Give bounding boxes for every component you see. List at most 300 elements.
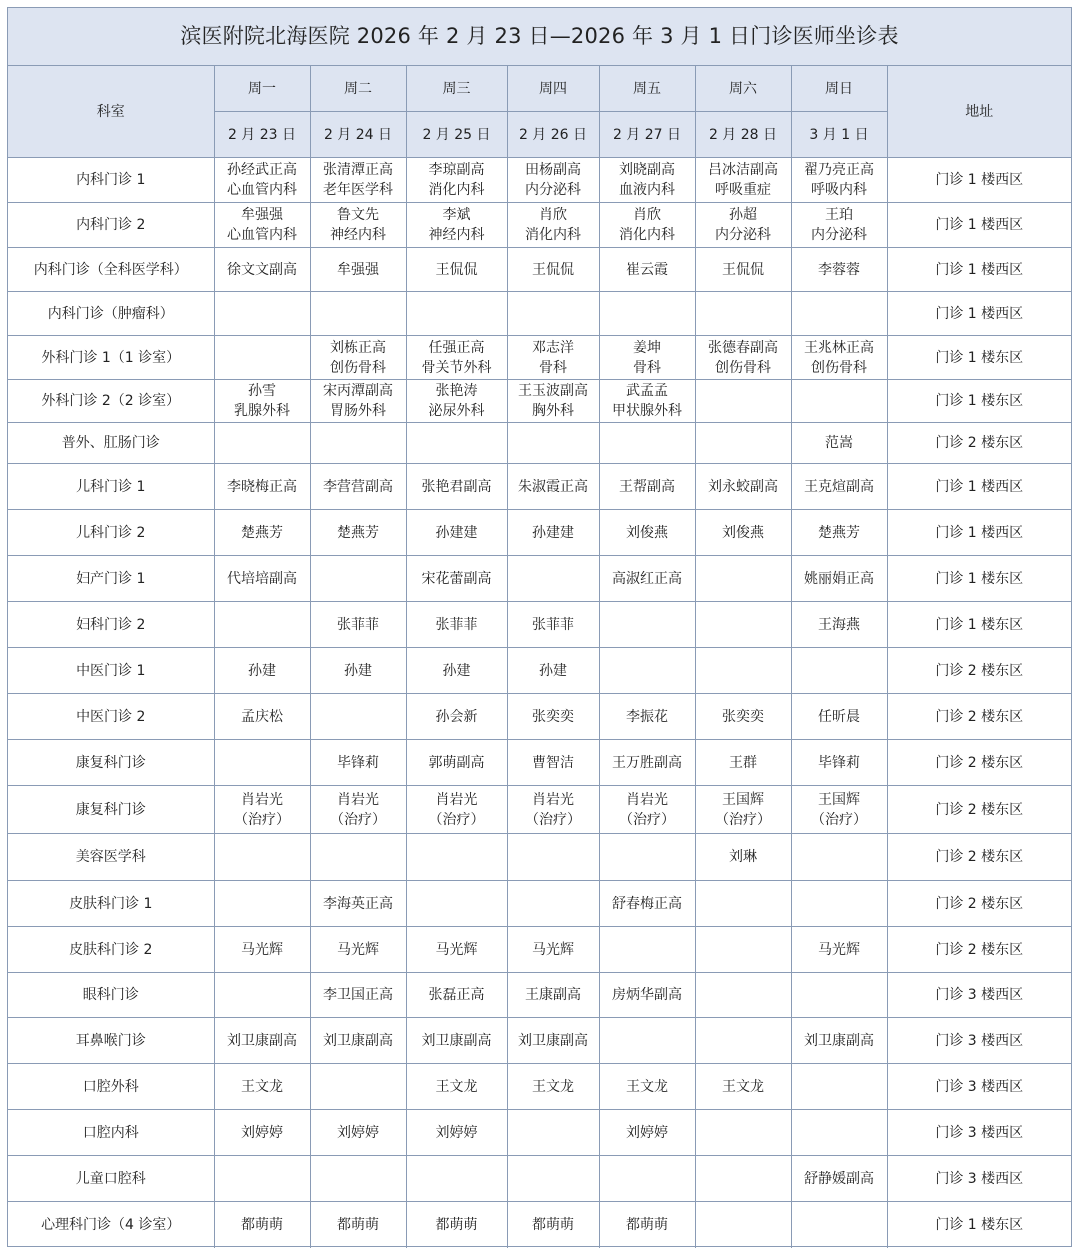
doctor-specialty: 创伤骨科 — [715, 359, 771, 376]
doctor-cell — [791, 423, 887, 464]
doctor-cell — [599, 786, 695, 834]
doctor-name: 孙会新 — [435, 708, 478, 725]
doctor-name: 徐文文副高 — [227, 261, 297, 278]
doctor-name: 舒春梅正高 — [612, 895, 682, 912]
doctor-name: 孙建 — [344, 662, 372, 679]
doctor-name: 肖欣 — [539, 207, 567, 223]
doctor-name: 李卫国正高 — [323, 987, 393, 1003]
doctor-cell — [695, 292, 791, 336]
doctor-cell — [214, 423, 310, 464]
doctor-cell — [599, 248, 695, 292]
doctor-cell — [310, 1018, 406, 1064]
dept-cell: 美容医学科 — [8, 834, 214, 881]
doctor-cell — [406, 336, 507, 380]
doctor-name: 孙建 — [248, 662, 276, 679]
doctor-cell — [507, 510, 599, 556]
doctor-name: 孙建建 — [435, 524, 478, 541]
doctor-cell — [791, 203, 887, 248]
dept-cell: 眼科门诊 — [8, 973, 214, 1018]
dept-cell: 外科门诊 2（2 诊室） — [8, 380, 214, 423]
table-row — [8, 648, 1071, 694]
dept-cell: 儿科门诊 2 — [8, 510, 214, 556]
doctor-cell — [507, 423, 599, 464]
doctor-cell — [406, 556, 507, 602]
doctor-name: 刘卫康副高 — [518, 1032, 588, 1049]
doctor-cell — [406, 464, 507, 510]
doctor-name: 肖岩光 — [241, 791, 283, 808]
doctor-cell — [599, 203, 695, 248]
doctor-cell — [507, 464, 599, 510]
doctor-specialty: 内分泌科 — [715, 227, 771, 243]
doctor-cell — [406, 973, 507, 1018]
doctor-name: 马光辉 — [818, 941, 860, 958]
doctor-name: 刘永蛟副高 — [708, 478, 778, 495]
doctor-name: 刘婷婷 — [435, 1124, 478, 1141]
doctor-cell — [599, 380, 695, 423]
doctor-name: 刘卫康副高 — [804, 1032, 874, 1049]
doctor-cell — [791, 1156, 887, 1202]
doctor-specialty: 乳腺外科 — [234, 403, 290, 419]
date-header: 2 月 28 日 — [695, 112, 791, 158]
table-row — [8, 556, 1071, 602]
doctor-cell — [791, 292, 887, 336]
table-row — [8, 292, 1071, 336]
doctor-cell — [507, 927, 599, 973]
doctor-name: 宋丙潭副高 — [323, 383, 393, 399]
doctor-cell — [406, 694, 507, 740]
doctor-specialty: （治疗） — [525, 811, 581, 828]
doctor-cell — [310, 881, 406, 927]
doctor-cell — [406, 740, 507, 786]
doctor-cell — [310, 464, 406, 510]
doctor-name: 孙雪 — [248, 383, 276, 399]
doctor-cell — [695, 1156, 791, 1202]
doctor-cell — [695, 602, 791, 648]
doctor-name: 李斌 — [442, 207, 471, 223]
doctor-cell — [310, 834, 406, 881]
table-row — [8, 1064, 1071, 1110]
table-row — [8, 464, 1071, 510]
doctor-specialty: （治疗） — [330, 811, 386, 828]
doctor-cell — [791, 336, 887, 380]
doctor-specialty: 消化内科 — [525, 227, 581, 243]
doctor-name: 都萌萌 — [241, 1216, 283, 1233]
doctor-cell — [310, 556, 406, 602]
doctor-name: 刘婷婷 — [241, 1124, 283, 1141]
doctor-cell — [507, 1110, 599, 1156]
doctor-cell — [507, 786, 599, 834]
dept-cell: 皮肤科门诊 2 — [8, 927, 214, 973]
doctor-cell — [507, 602, 599, 648]
doctor-specialty: 骨科 — [539, 359, 567, 376]
doctor-name: 舒静媛副高 — [804, 1170, 874, 1187]
doctor-name: 崔云霞 — [626, 261, 668, 278]
doctor-cell — [214, 927, 310, 973]
doctor-name: 孟庆松 — [241, 708, 283, 725]
doctor-cell — [310, 158, 406, 203]
doctor-cell — [695, 740, 791, 786]
doctor-cell — [507, 292, 599, 336]
doctor-cell — [599, 556, 695, 602]
doctor-specialty: 创伤骨科 — [330, 359, 386, 376]
doctor-cell — [310, 786, 406, 834]
doctor-cell — [599, 973, 695, 1018]
doctor-cell — [791, 602, 887, 648]
doctor-cell — [507, 556, 599, 602]
doctor-cell — [695, 158, 791, 203]
doctor-cell — [214, 1110, 310, 1156]
doctor-name: 刘俊燕 — [626, 524, 668, 541]
doctor-cell — [214, 1156, 310, 1202]
doctor-specialty: 甲状腺外科 — [612, 403, 682, 419]
doctor-name: 孙建建 — [532, 524, 574, 541]
doctor-cell — [406, 203, 507, 248]
doctor-cell — [507, 881, 599, 927]
doctor-cell — [310, 380, 406, 423]
doctor-name: 田杨副高 — [525, 162, 581, 178]
doctor-cell — [599, 158, 695, 203]
doctor-cell — [214, 602, 310, 648]
doctor-name: 王国辉 — [818, 791, 860, 808]
doctor-cell — [695, 648, 791, 694]
date-header: 3 月 1 日 — [791, 112, 887, 158]
doctor-name: 朱淑霞正高 — [518, 478, 588, 495]
doctor-name: 王文龙 — [626, 1078, 668, 1095]
doctor-cell — [507, 973, 599, 1018]
doctor-name: 马光辉 — [435, 941, 478, 958]
doctor-cell — [507, 1202, 599, 1248]
doctor-name: 孙超 — [729, 207, 757, 223]
doctor-cell — [214, 292, 310, 336]
doctor-cell — [310, 1202, 406, 1248]
doctor-cell — [791, 694, 887, 740]
doctor-name: 王康副高 — [525, 987, 581, 1003]
doctor-cell — [791, 927, 887, 973]
doctor-name: 马光辉 — [337, 941, 379, 958]
address-cell: 门诊 1 楼东区 — [887, 556, 1071, 602]
doctor-specialty: 呼吸内科 — [811, 182, 867, 198]
doctor-cell — [406, 248, 507, 292]
dept-cell: 妇科门诊 2 — [8, 602, 214, 648]
address-cell: 门诊 1 楼东区 — [887, 602, 1071, 648]
doctor-name: 刘卫康副高 — [323, 1032, 393, 1049]
table-row — [8, 1110, 1071, 1156]
table-row — [8, 602, 1071, 648]
table-row — [8, 973, 1071, 1018]
address-cell: 门诊 1 楼东区 — [887, 1202, 1071, 1248]
table-row — [8, 380, 1071, 423]
doctor-name: 刘琳 — [729, 849, 757, 865]
doctor-name: 马光辉 — [241, 941, 283, 958]
doctor-name: 孙建 — [442, 662, 471, 679]
doctor-specialty: （治疗） — [619, 811, 675, 828]
doctor-cell — [695, 380, 791, 423]
doctor-name: 王侃侃 — [532, 261, 574, 278]
doctor-cell — [310, 1110, 406, 1156]
doctor-name: 姜坤 — [633, 339, 661, 356]
doctor-cell — [507, 1018, 599, 1064]
doctor-name: 王兆林正高 — [804, 339, 874, 356]
table-row — [8, 423, 1071, 464]
doctor-cell — [310, 292, 406, 336]
doctor-name: 吕冰洁副高 — [708, 162, 778, 178]
dept-cell: 心理科门诊（4 诊室） — [8, 1202, 214, 1248]
doctor-name: 张德春副高 — [708, 339, 778, 356]
doctor-name: 王文龙 — [532, 1078, 574, 1095]
doctor-cell — [507, 648, 599, 694]
doctor-name: 张磊正高 — [428, 987, 485, 1003]
doctor-cell — [695, 927, 791, 973]
doctor-name: 李蓉蓉 — [818, 261, 860, 278]
doctor-cell — [695, 694, 791, 740]
doctor-cell — [599, 740, 695, 786]
address-cell: 门诊 2 楼东区 — [887, 648, 1071, 694]
doctor-cell — [507, 1156, 599, 1202]
doctor-cell — [695, 834, 791, 881]
doctor-cell — [406, 881, 507, 927]
doctor-name: 孙经武正高 — [227, 162, 297, 178]
address-cell: 门诊 2 楼东区 — [887, 694, 1071, 740]
weekday-header: 周五 — [599, 66, 695, 112]
doctor-name: 王侃侃 — [435, 261, 478, 278]
doctor-cell — [406, 648, 507, 694]
doctor-cell — [695, 464, 791, 510]
doctor-cell — [791, 380, 887, 423]
date-header: 2 月 27 日 — [599, 112, 695, 158]
doctor-cell — [791, 740, 887, 786]
doctor-cell — [214, 648, 310, 694]
doctor-cell — [214, 834, 310, 881]
table-row — [8, 1202, 1071, 1248]
doctor-cell — [214, 694, 310, 740]
doctor-name: 肖岩光 — [532, 791, 574, 808]
doctor-cell — [406, 1110, 507, 1156]
doctor-cell — [599, 1156, 695, 1202]
doctor-name: 都萌萌 — [532, 1216, 574, 1233]
address-cell: 门诊 2 楼东区 — [887, 740, 1071, 786]
doctor-name: 张菲菲 — [435, 616, 478, 633]
doctor-cell — [791, 464, 887, 510]
address-cell: 门诊 1 楼东区 — [887, 336, 1071, 380]
doctor-cell — [599, 834, 695, 881]
doctor-name: 刘婷婷 — [337, 1124, 379, 1141]
dept-cell: 普外、肛肠门诊 — [8, 423, 214, 464]
doctor-cell — [406, 510, 507, 556]
address-cell: 门诊 1 楼西区 — [887, 292, 1071, 336]
doctor-cell — [406, 292, 507, 336]
doctor-cell — [695, 510, 791, 556]
address-cell: 门诊 1 楼东区 — [887, 380, 1071, 423]
doctor-specialty: （治疗） — [428, 811, 485, 828]
doctor-name: 李海英正高 — [323, 895, 393, 912]
doctor-cell — [507, 694, 599, 740]
doctor-specialty: 骨关节外科 — [421, 359, 492, 376]
date-header: 2 月 24 日 — [310, 112, 406, 158]
doctor-cell — [406, 786, 507, 834]
date-header: 2 月 23 日 — [214, 112, 310, 158]
address-cell: 门诊 1 楼西区 — [887, 464, 1071, 510]
doctor-name: 马光辉 — [532, 941, 574, 958]
address-cell: 门诊 2 楼东区 — [887, 786, 1071, 834]
doctor-specialty: 老年医学科 — [323, 182, 393, 198]
doctor-cell — [406, 602, 507, 648]
doctor-name: 张菲菲 — [532, 616, 574, 633]
weekday-header: 周六 — [695, 66, 791, 112]
schedule-body — [8, 158, 1071, 1248]
doctor-cell — [695, 556, 791, 602]
doctor-cell — [507, 248, 599, 292]
doctor-name: 楚燕芳 — [818, 524, 860, 541]
doctor-name: 张艳君副高 — [421, 478, 492, 495]
doctor-cell — [599, 648, 695, 694]
address-cell: 门诊 3 楼西区 — [887, 1156, 1071, 1202]
dept-cell: 内科门诊 2 — [8, 203, 214, 248]
doctor-cell — [791, 158, 887, 203]
doctor-cell — [310, 648, 406, 694]
doctor-name: 任昕晨 — [818, 708, 860, 725]
doctor-cell — [406, 158, 507, 203]
doctor-cell — [214, 786, 310, 834]
doctor-name: 王文龙 — [722, 1078, 764, 1095]
address-cell: 门诊 2 楼东区 — [887, 834, 1071, 881]
doctor-cell — [406, 1064, 507, 1110]
doctor-cell — [507, 203, 599, 248]
doctor-name: 武孟孟 — [626, 383, 668, 399]
dept-cell: 外科门诊 1（1 诊室） — [8, 336, 214, 380]
doctor-cell — [599, 423, 695, 464]
doctor-cell — [214, 380, 310, 423]
doctor-name: 王群 — [729, 754, 757, 771]
doctor-cell — [695, 881, 791, 927]
doctor-specialty: 心血管内科 — [227, 182, 297, 198]
doctor-name: 肖岩光 — [626, 791, 668, 808]
doctor-cell — [310, 694, 406, 740]
address-cell: 门诊 1 楼西区 — [887, 158, 1071, 203]
address-cell: 门诊 3 楼西区 — [887, 1018, 1071, 1064]
doctor-name: 代培培副高 — [227, 570, 297, 587]
doctor-specialty: （治疗） — [715, 811, 771, 828]
doctor-name: 肖岩光 — [435, 791, 478, 808]
doctor-cell — [310, 1156, 406, 1202]
doctor-cell — [599, 1202, 695, 1248]
doctor-name: 楚燕芳 — [337, 524, 379, 541]
doctor-cell — [791, 881, 887, 927]
dept-cell: 妇产门诊 1 — [8, 556, 214, 602]
schedule-sheet — [7, 7, 1072, 1247]
table-row — [8, 740, 1071, 786]
doctor-name: 孙建 — [539, 662, 567, 679]
doctor-specialty: 泌尿外科 — [428, 403, 485, 419]
doctor-name: 肖欣 — [633, 207, 661, 223]
doctor-cell — [791, 786, 887, 834]
doctor-cell — [599, 927, 695, 973]
doctor-cell — [214, 881, 310, 927]
doctor-cell — [310, 1064, 406, 1110]
doctor-cell — [310, 973, 406, 1018]
doctor-specialty: 胸外科 — [532, 403, 574, 419]
address-cell: 门诊 3 楼西区 — [887, 973, 1071, 1018]
doctor-cell — [791, 648, 887, 694]
dept-cell: 口腔内科 — [8, 1110, 214, 1156]
schedule-table — [8, 66, 1071, 1248]
doctor-cell — [695, 336, 791, 380]
doctor-cell — [599, 881, 695, 927]
doctor-cell — [599, 336, 695, 380]
doctor-cell — [214, 336, 310, 380]
doctor-name: 王文龙 — [435, 1078, 478, 1095]
doctor-cell — [214, 1202, 310, 1248]
doctor-cell — [214, 248, 310, 292]
doctor-cell — [507, 158, 599, 203]
doctor-name: 范嵩 — [825, 435, 853, 451]
doctor-name: 都萌萌 — [337, 1216, 379, 1233]
doctor-specialty: （治疗） — [811, 811, 867, 828]
dept-cell: 内科门诊（肿瘤科） — [8, 292, 214, 336]
doctor-cell — [599, 1018, 695, 1064]
doctor-cell — [310, 740, 406, 786]
doctor-name: 鲁文先 — [337, 207, 379, 223]
doctor-name: 郭萌副高 — [428, 754, 485, 771]
doctor-cell — [310, 602, 406, 648]
dept-cell: 中医门诊 1 — [8, 648, 214, 694]
weekday-header: 周一 — [214, 66, 310, 112]
doctor-name: 毕锋莉 — [337, 754, 379, 771]
doctor-cell — [695, 1110, 791, 1156]
doctor-cell — [599, 292, 695, 336]
doctor-cell — [310, 423, 406, 464]
date-header: 2 月 26 日 — [507, 112, 599, 158]
address-column-header: 地址 — [887, 66, 1071, 158]
dept-cell: 耳鼻喉门诊 — [8, 1018, 214, 1064]
weekday-header: 周四 — [507, 66, 599, 112]
doctor-cell — [695, 1064, 791, 1110]
doctor-name: 王海燕 — [818, 616, 860, 633]
doctor-name: 都萌萌 — [626, 1216, 668, 1233]
doctor-name: 王玉波副高 — [518, 383, 588, 399]
doctor-cell — [791, 1018, 887, 1064]
doctor-name: 王万胜副高 — [612, 754, 682, 771]
doctor-specialty: 胃肠外科 — [330, 403, 386, 419]
table-row — [8, 881, 1071, 927]
doctor-specialty: 内分泌科 — [525, 182, 581, 198]
dept-cell: 儿科门诊 1 — [8, 464, 214, 510]
address-cell: 门诊 3 楼西区 — [887, 1064, 1071, 1110]
doctor-name: 翟乃亮正高 — [804, 162, 874, 178]
page-title: 滨医附院北海医院 2026 年 2 月 23 日—2026 年 3 月 1 日门诊医师坐诊表 — [8, 8, 1071, 66]
doctor-cell — [599, 464, 695, 510]
doctor-name: 张奕奕 — [532, 708, 574, 725]
dept-cell: 儿童口腔科 — [8, 1156, 214, 1202]
dept-cell: 中医门诊 2 — [8, 694, 214, 740]
doctor-name: 都萌萌 — [435, 1216, 478, 1233]
doctor-name: 肖岩光 — [337, 791, 379, 808]
table-row — [8, 694, 1071, 740]
doctor-cell — [507, 336, 599, 380]
table-row — [8, 203, 1071, 248]
doctor-cell — [599, 602, 695, 648]
doctor-name: 张清潭正高 — [323, 162, 393, 178]
doctor-name: 刘卫康副高 — [227, 1032, 297, 1049]
doctor-cell — [214, 556, 310, 602]
doctor-cell — [695, 973, 791, 1018]
doctor-name: 李晓梅正高 — [227, 478, 297, 495]
table-row — [8, 1018, 1071, 1064]
doctor-name: 王文龙 — [241, 1078, 283, 1095]
table-row — [8, 786, 1071, 834]
doctor-name: 刘卫康副高 — [421, 1032, 492, 1049]
doctor-cell — [310, 336, 406, 380]
doctor-cell — [507, 380, 599, 423]
